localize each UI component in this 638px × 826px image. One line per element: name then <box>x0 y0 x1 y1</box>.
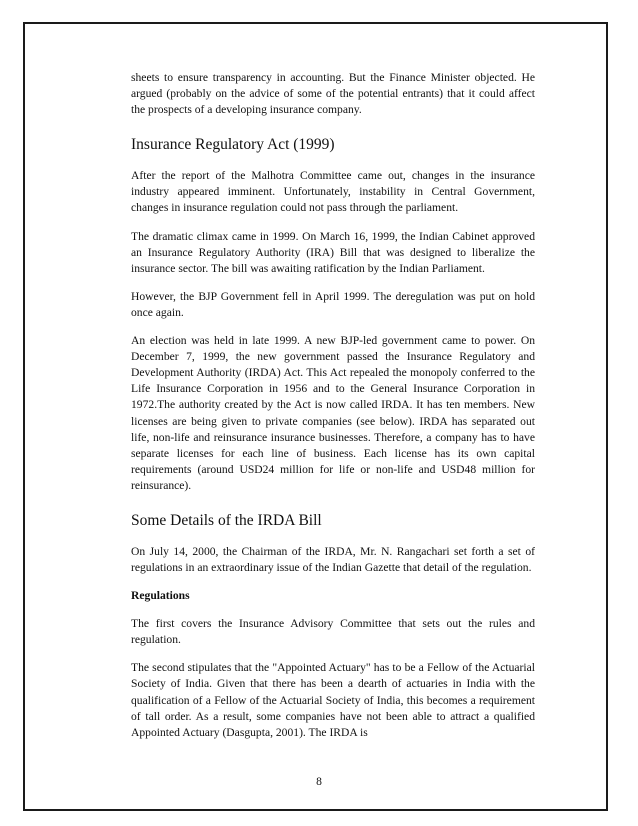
document-body <box>131 70 535 741</box>
paragraph-malhotra-committee: After the report of the Malhotra Committee came out, changes in the insurance industry appeared imminent. Unfortunately, instability in Central Government, changes in insurance regulation could not pass through the parliament. <box>131 169 535 215</box>
paragraph-rangachari-regulations: On July 14, 2000, the Chairman of the IRDA, Mr. N. Rangachari set forth a set of regulations in an extraordinary issue of the Indian Gazette that detail of the regulation. <box>131 544 535 575</box>
paragraph-advisory-committee: The first covers the Insurance Advisory Committee that sets out the rules and regulation. <box>131 617 535 647</box>
paragraph-dramatic-climax: The dramatic climax came in 1999. On March 16, 1999, the Indian Cabinet approved an Insurance Regulatory Authority (IRA) Bill that was designed to liberalize the insurance sector. The bill was awaiting ratification by the Indian Parliament. <box>131 229 535 275</box>
page-number: 8 <box>316 775 322 788</box>
subheading-regulations: Regulations <box>131 589 190 603</box>
paragraph-election-irda-act: An election was held in late 1999. A new BJP-led government came to power. On December 7, 1999, the new government passed the Insurance Regulatory and Development Authority (IRDA) Act. This Act repealed the monopoly conferred to the Life Insurance Corporation in 1956 and to the General Insurance Corporation in 1972.The authority created by the Act is now called IRDA. It has ten members. New licenses are being given to private companies (see below). IRDA has separated out life, non-life and reinsurance insurance businesses. Therefore, a company has to have separate licenses for each line of business. Each license has its own capital requirements (around USD24 million for life or non-life and USD48 million for reinsurance). <box>131 334 535 492</box>
paragraph-appointed-actuary: The second stipulates that the "Appointed Actuary" has to be a Fellow of the Actuarial Society of India. Given that there has been a dearth of actuaries in India with the qualification of a Fellow of the Actuarial Society of India, this becomes a requirement of tall order. As a result, some companies have not been able to attract a qualified Appointed Actuary (Dasgupta, 2001). The IRDA is <box>131 661 535 739</box>
paragraph-bjp-government-fell: However, the BJP Government fell in April 1999. The deregulation was put on hold once again. <box>131 289 535 319</box>
section-heading-insurance-regulatory-act: Insurance Regulatory Act (1999) <box>131 136 335 154</box>
section-heading-irda-bill-details: Some Details of the IRDA Bill <box>131 511 322 529</box>
intro-paragraph: sheets to ensure transparency in accounting. But the Finance Minister objected. He argued (probably on the advice of some of the potential entrants) that it could affect the prospects of a developing insurance company. <box>131 71 535 117</box>
